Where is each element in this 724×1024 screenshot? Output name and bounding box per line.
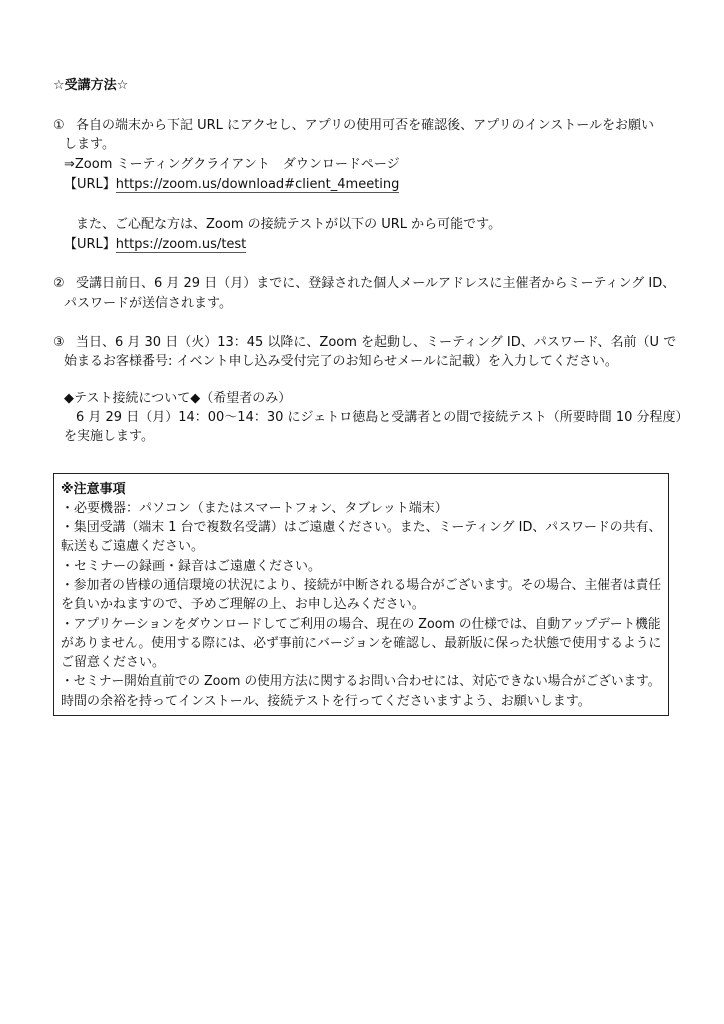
notes-line: 時間の余裕を持ってインストール、接続テストを行ってくださいますよう、お願いします。	[61, 694, 591, 709]
notes-line: ・集団受講（端末 1 台で複数名受講）はご遠慮ください。また、ミーティング ID、パスワードの共有、	[61, 520, 662, 535]
step1-marker: ①	[53, 118, 65, 133]
step1-text-line1: 各自の端末から下記 URL にアクセし、アプリの使用可否を確認後、アプリのインストールをお願い	[76, 118, 654, 133]
step3-marker: ③	[53, 335, 65, 350]
test-connection-line2: を実施します。	[64, 429, 154, 444]
notes-line: 転送もご遠慮ください。	[61, 539, 205, 554]
download-url-link[interactable]: https://zoom.us/download#client_4meeting	[115, 177, 400, 192]
notes-line: ・必要機器：パソコン（またはスマートフォン、タブレット端末）	[61, 501, 448, 516]
step2-text-line1: 受講日前日、6 月 29 日（月）までに、登録された個人メールアドレスに主催者からミーティング ID、	[76, 276, 676, 291]
test-connection-line1: 6 月 29 日（月）14：00～14：30 にジェトロ徳島と受講者との間で接続テスト（所要時間 10 分程度）	[76, 410, 689, 425]
url2-tag: 【URL】	[64, 237, 116, 252]
step3-text-line1: 当日、6 月 30 日（火）13：45 以降に、Zoom を起動し、ミーティング ID、パスワード、名前（U で	[76, 335, 677, 350]
test-connection-heading: ◆テスト接続について◆（希望者のみ）	[64, 391, 292, 406]
notes-line: を負いかねますので、予めご理解の上、お申し込みください。	[61, 597, 425, 612]
notes-line: ・セミナーの録画・録音はご遠慮ください。	[61, 559, 322, 574]
page-title: ☆受講方法☆	[53, 78, 129, 93]
test-url-link[interactable]: https://zoom.us/test	[115, 237, 247, 252]
notes-heading: ※注意事項	[61, 482, 126, 497]
notes-line: ・アプリケーションをダウンロードしてご利用の場合、現在の Zoom の仕様では、自動アップデート機能	[61, 617, 661, 632]
notes-line: ・セミナー開始直前での Zoom の使用方法に関するお問い合わせには、対応できない場合がございます。	[61, 674, 661, 689]
url1-tag: 【URL】	[64, 177, 116, 192]
url1-line	[64, 176, 399, 193]
step1-text-line2: します。	[64, 137, 115, 152]
connection-test-note: また、ご心配な方は、Zoom の接続テストが以下の URL から可能です。	[76, 217, 502, 232]
notes-line: ご留意ください。	[61, 655, 166, 670]
step2-marker: ②	[53, 276, 65, 291]
notes-box	[53, 473, 669, 716]
notes-line: がありません。使用する際には、必ず事前にバージョンを確認し、最新版に保った状態で使用するように	[61, 636, 662, 651]
download-page-label: ⇒Zoom ミーティングクライアント ダウンロードページ	[64, 157, 400, 172]
step2-text-line2: パスワードが送信されます。	[64, 296, 232, 311]
notes-line: ・参加者の皆様の通信環境の状況により、接続が中断される場合がございます。その場合、主催者は責任	[61, 578, 662, 593]
step3-text-line2: 始まるお客様番号: イベント申し込み受付完了のお知らせメールに記載）を入力してください。	[64, 354, 618, 369]
url2-line	[64, 236, 246, 253]
